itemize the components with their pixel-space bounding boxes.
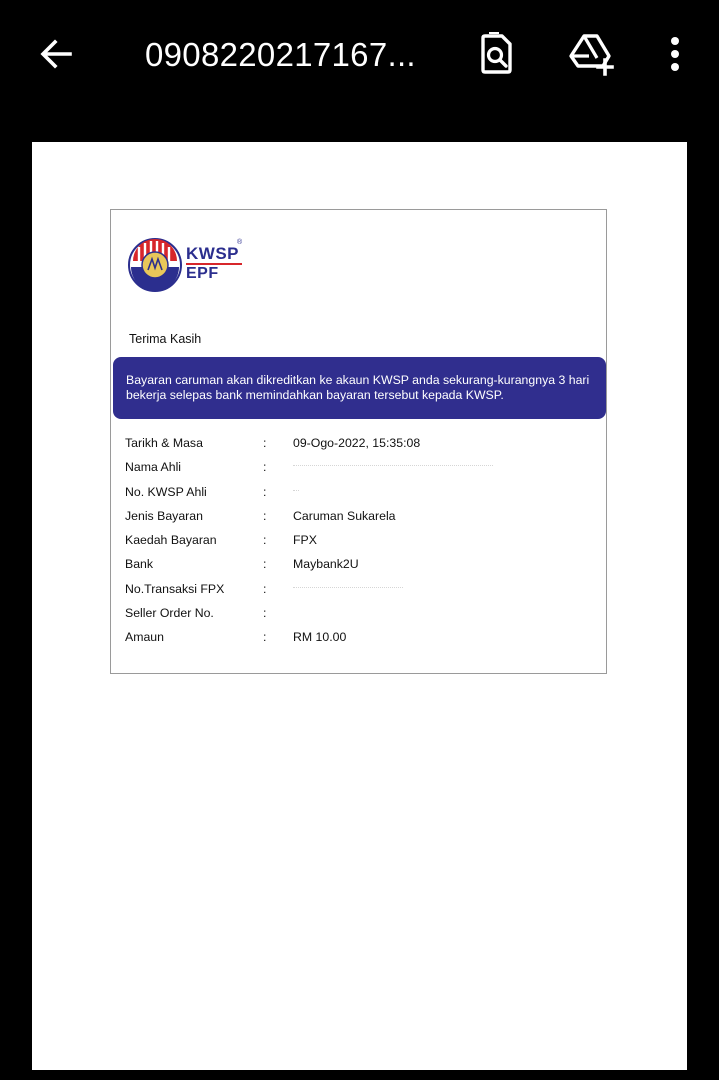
detail-label: No. KWSP Ahli xyxy=(125,484,207,499)
detail-label: Bank xyxy=(125,557,154,572)
detail-separator: : xyxy=(263,557,267,572)
detail-label: Tarikh & Masa xyxy=(125,436,203,450)
detail-value: Maybank2U xyxy=(293,557,359,572)
payment-receipt xyxy=(110,209,607,674)
detail-separator: : xyxy=(263,436,267,450)
notice-text: Bayaran caruman akan dikreditkan ke akaun KWSP anda sekurang-kurangnya 3 hari bekerja selepas bank memindahkan bayaran tersebut kepada KWSP. xyxy=(126,373,590,402)
detail-separator: : xyxy=(263,606,267,621)
redacted-mark xyxy=(293,490,299,493)
detail-row-bank xyxy=(125,557,595,581)
detail-value: 09-Ogo-2022, 15:35:08 xyxy=(293,436,421,450)
document-title: 0908220217167... xyxy=(145,36,416,73)
kwsp-emblem-icon xyxy=(127,237,183,293)
redacted-mark xyxy=(293,465,493,468)
detail-value: FPX xyxy=(293,533,317,548)
logo-epf-text: EPF xyxy=(186,265,219,282)
top-app-bar xyxy=(0,0,719,110)
detail-label: Amaun xyxy=(125,630,164,645)
registered-mark: ® xyxy=(237,239,243,246)
kwsp-epf-logo xyxy=(127,236,247,294)
detail-value: Caruman Sukarela xyxy=(293,508,396,523)
detail-label: No.Transaksi FPX xyxy=(125,581,225,596)
detail-row-date xyxy=(125,436,595,460)
detail-label: Kaedah Bayaran xyxy=(125,533,217,548)
detail-separator: : xyxy=(263,581,267,596)
detail-row-payment-method xyxy=(125,533,595,557)
detail-row-amount xyxy=(125,630,595,654)
add-to-drive-icon[interactable] xyxy=(567,30,615,78)
detail-row-member-name xyxy=(125,460,595,484)
find-in-page-icon[interactable] xyxy=(472,30,520,78)
logo-kwsp-text: KWSP xyxy=(186,244,239,263)
detail-separator: : xyxy=(263,508,267,523)
detail-separator: : xyxy=(263,533,267,548)
detail-separator: : xyxy=(263,484,267,499)
arrow-left-icon[interactable] xyxy=(34,32,78,76)
detail-row-payment-type xyxy=(125,509,595,533)
detail-value: RM 10.00 xyxy=(293,630,347,645)
detail-label: Seller Order No. xyxy=(125,606,214,621)
detail-separator: : xyxy=(263,630,267,645)
detail-label: Nama Ahli xyxy=(125,460,182,475)
transaction-details xyxy=(125,436,595,655)
detail-row-fpx-transaction xyxy=(125,582,595,606)
redacted-mark xyxy=(293,587,403,590)
thank-you-text: Terima Kasih xyxy=(129,332,202,346)
more-vert-icon[interactable] xyxy=(652,30,698,78)
notice-banner xyxy=(113,357,606,419)
detail-label: Jenis Bayaran xyxy=(125,508,203,523)
detail-row-member-number xyxy=(125,485,595,509)
detail-row-seller-order xyxy=(125,606,595,630)
detail-separator: : xyxy=(263,460,267,475)
